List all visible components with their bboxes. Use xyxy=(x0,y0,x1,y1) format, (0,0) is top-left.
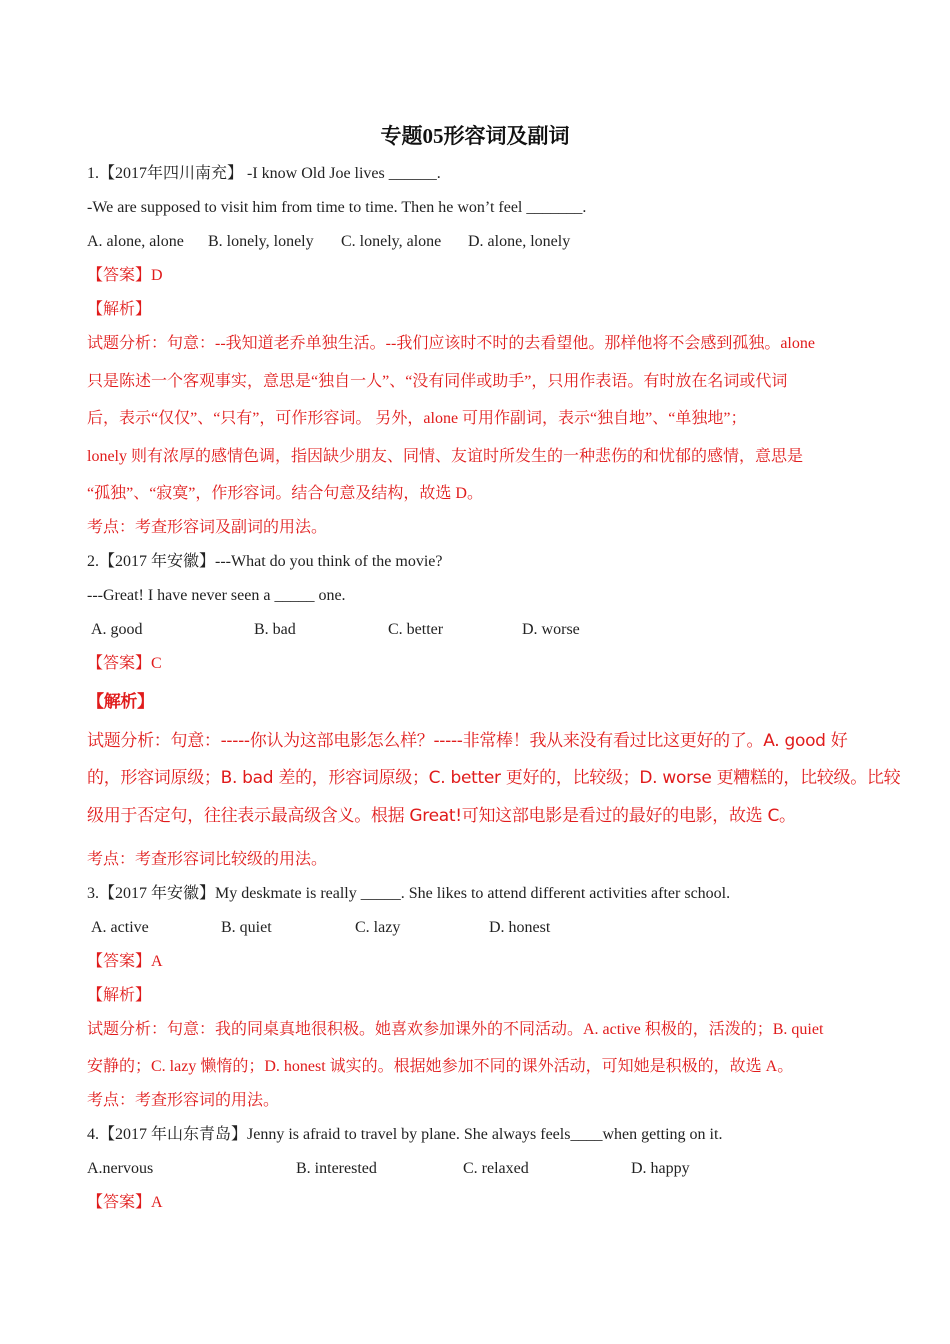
q4-answer: 【答案】A xyxy=(87,1194,163,1211)
q2-point: 考点：考查形容词比较级的用法。 xyxy=(87,851,328,868)
q1-analysis-line: 试题分析：句意：--我知道老乔单独生活。--我们应该时不时的去看望他。那样他将不会感到孤独。alone xyxy=(87,335,815,352)
q1-analysis-line: “孤独”、“寂寞”，作形容词。结合句意及结构，故选 D。 xyxy=(87,485,483,502)
q4-option-b: B. interested xyxy=(296,1160,377,1177)
q3-point: 考点：考查形容词的用法。 xyxy=(87,1092,280,1109)
q3-analysis-line: 安静的；C. lazy 懒惰的；D. honest 诚实的。根据她参加不同的课外活动，可知她是积极的，故选 A。 xyxy=(87,1058,794,1075)
q2-option-c: C. better xyxy=(388,621,444,638)
q3-analysis-label: 【解析】 xyxy=(87,987,152,1004)
q2-stem-2: ---Great! I have never seen a _____ one. xyxy=(87,587,346,604)
q3-option-c: C. lazy xyxy=(355,919,401,936)
q3-answer: 【答案】A xyxy=(87,953,163,970)
q2-option-b: B. bad xyxy=(254,621,296,638)
q2-analysis-line: 级用于否定句，往往表示最高级含义。根据 Great!可知这部电影是看过的最好的电影，故选 C。 xyxy=(87,806,796,826)
q1-stem: 1.【2017年四川南充】 -I know Old Joe lives ______. xyxy=(87,165,441,182)
q2-analysis-label: 【解析】 xyxy=(87,692,154,712)
q1-point: 考点：考查形容词及副词的用法。 xyxy=(87,519,328,536)
q3-stem: 3.【2017 年安徽】My deskmate is really _____. She likes to attend different activities after school. xyxy=(87,885,731,902)
q2-option-d: D. worse xyxy=(522,621,580,638)
q4-option-c: C. relaxed xyxy=(463,1160,529,1177)
q1-answer: 【答案】D xyxy=(87,267,163,284)
q2-analysis-line: 试题分析：句意：-----你认为这部电影怎么样？-----非常棒！我从来没有看过比这更好的了。A. good 好 xyxy=(87,731,848,751)
q1-option-c: C. lonely, alone xyxy=(341,233,442,250)
q1-analysis-label: 【解析】 xyxy=(87,301,152,318)
q3-option-b: B. quiet xyxy=(221,919,272,936)
q3-analysis-line: 试题分析：句意：我的同桌真地很积极。她喜欢参加课外的不同活动。A. active 积极的，活泼的；B. quiet xyxy=(87,1021,824,1038)
q1-stem-2: -We are supposed to visit him from time to time. Then he won’t feel _______. xyxy=(87,199,587,216)
q3-option-a: A. active xyxy=(91,919,149,936)
q1-analysis-line: 只是陈述一个客观事实，意思是“独自一人”、“没有同伴或助手”，只用作表语。有时放在名词或代词 xyxy=(87,373,788,390)
q1-option-b: B. lonely, lonely xyxy=(208,233,314,250)
q2-analysis-line: 的，形容词原级；B. bad 差的，形容词原级；C. better 更好的，比较级；D. worse 更糟糕的，比较级。比较 xyxy=(87,768,901,788)
q2-stem: 2.【2017 年安徽】---What do you think of the movie? xyxy=(87,553,443,570)
q2-answer: 【答案】C xyxy=(87,655,162,672)
q4-stem: 4.【2017 年山东青岛】Jenny is afraid to travel by plane. She always feels____when getting on it. xyxy=(87,1126,723,1143)
q4-option-d: D. happy xyxy=(631,1160,690,1177)
q1-option-a: A. alone, alone xyxy=(87,233,184,250)
q1-analysis-line: 后，表示“仅仅”、“只有”，可作形容词。 另外，alone 可用作副词，表示“独自地”、“单独地”； xyxy=(87,410,747,427)
q1-option-d: D. alone, lonely xyxy=(468,233,571,250)
q2-option-a: A. good xyxy=(91,621,143,638)
q1-analysis-line: lonely 则有浓厚的感情色调，指因缺少朋友、同情、友谊时所发生的一种悲伤的和忧郁的感情，意思是 xyxy=(87,448,803,465)
page-title: 专题05形容词及副词 xyxy=(380,124,570,148)
q4-option-a: A.nervous xyxy=(87,1160,154,1177)
q3-option-d: D. honest xyxy=(489,919,551,936)
